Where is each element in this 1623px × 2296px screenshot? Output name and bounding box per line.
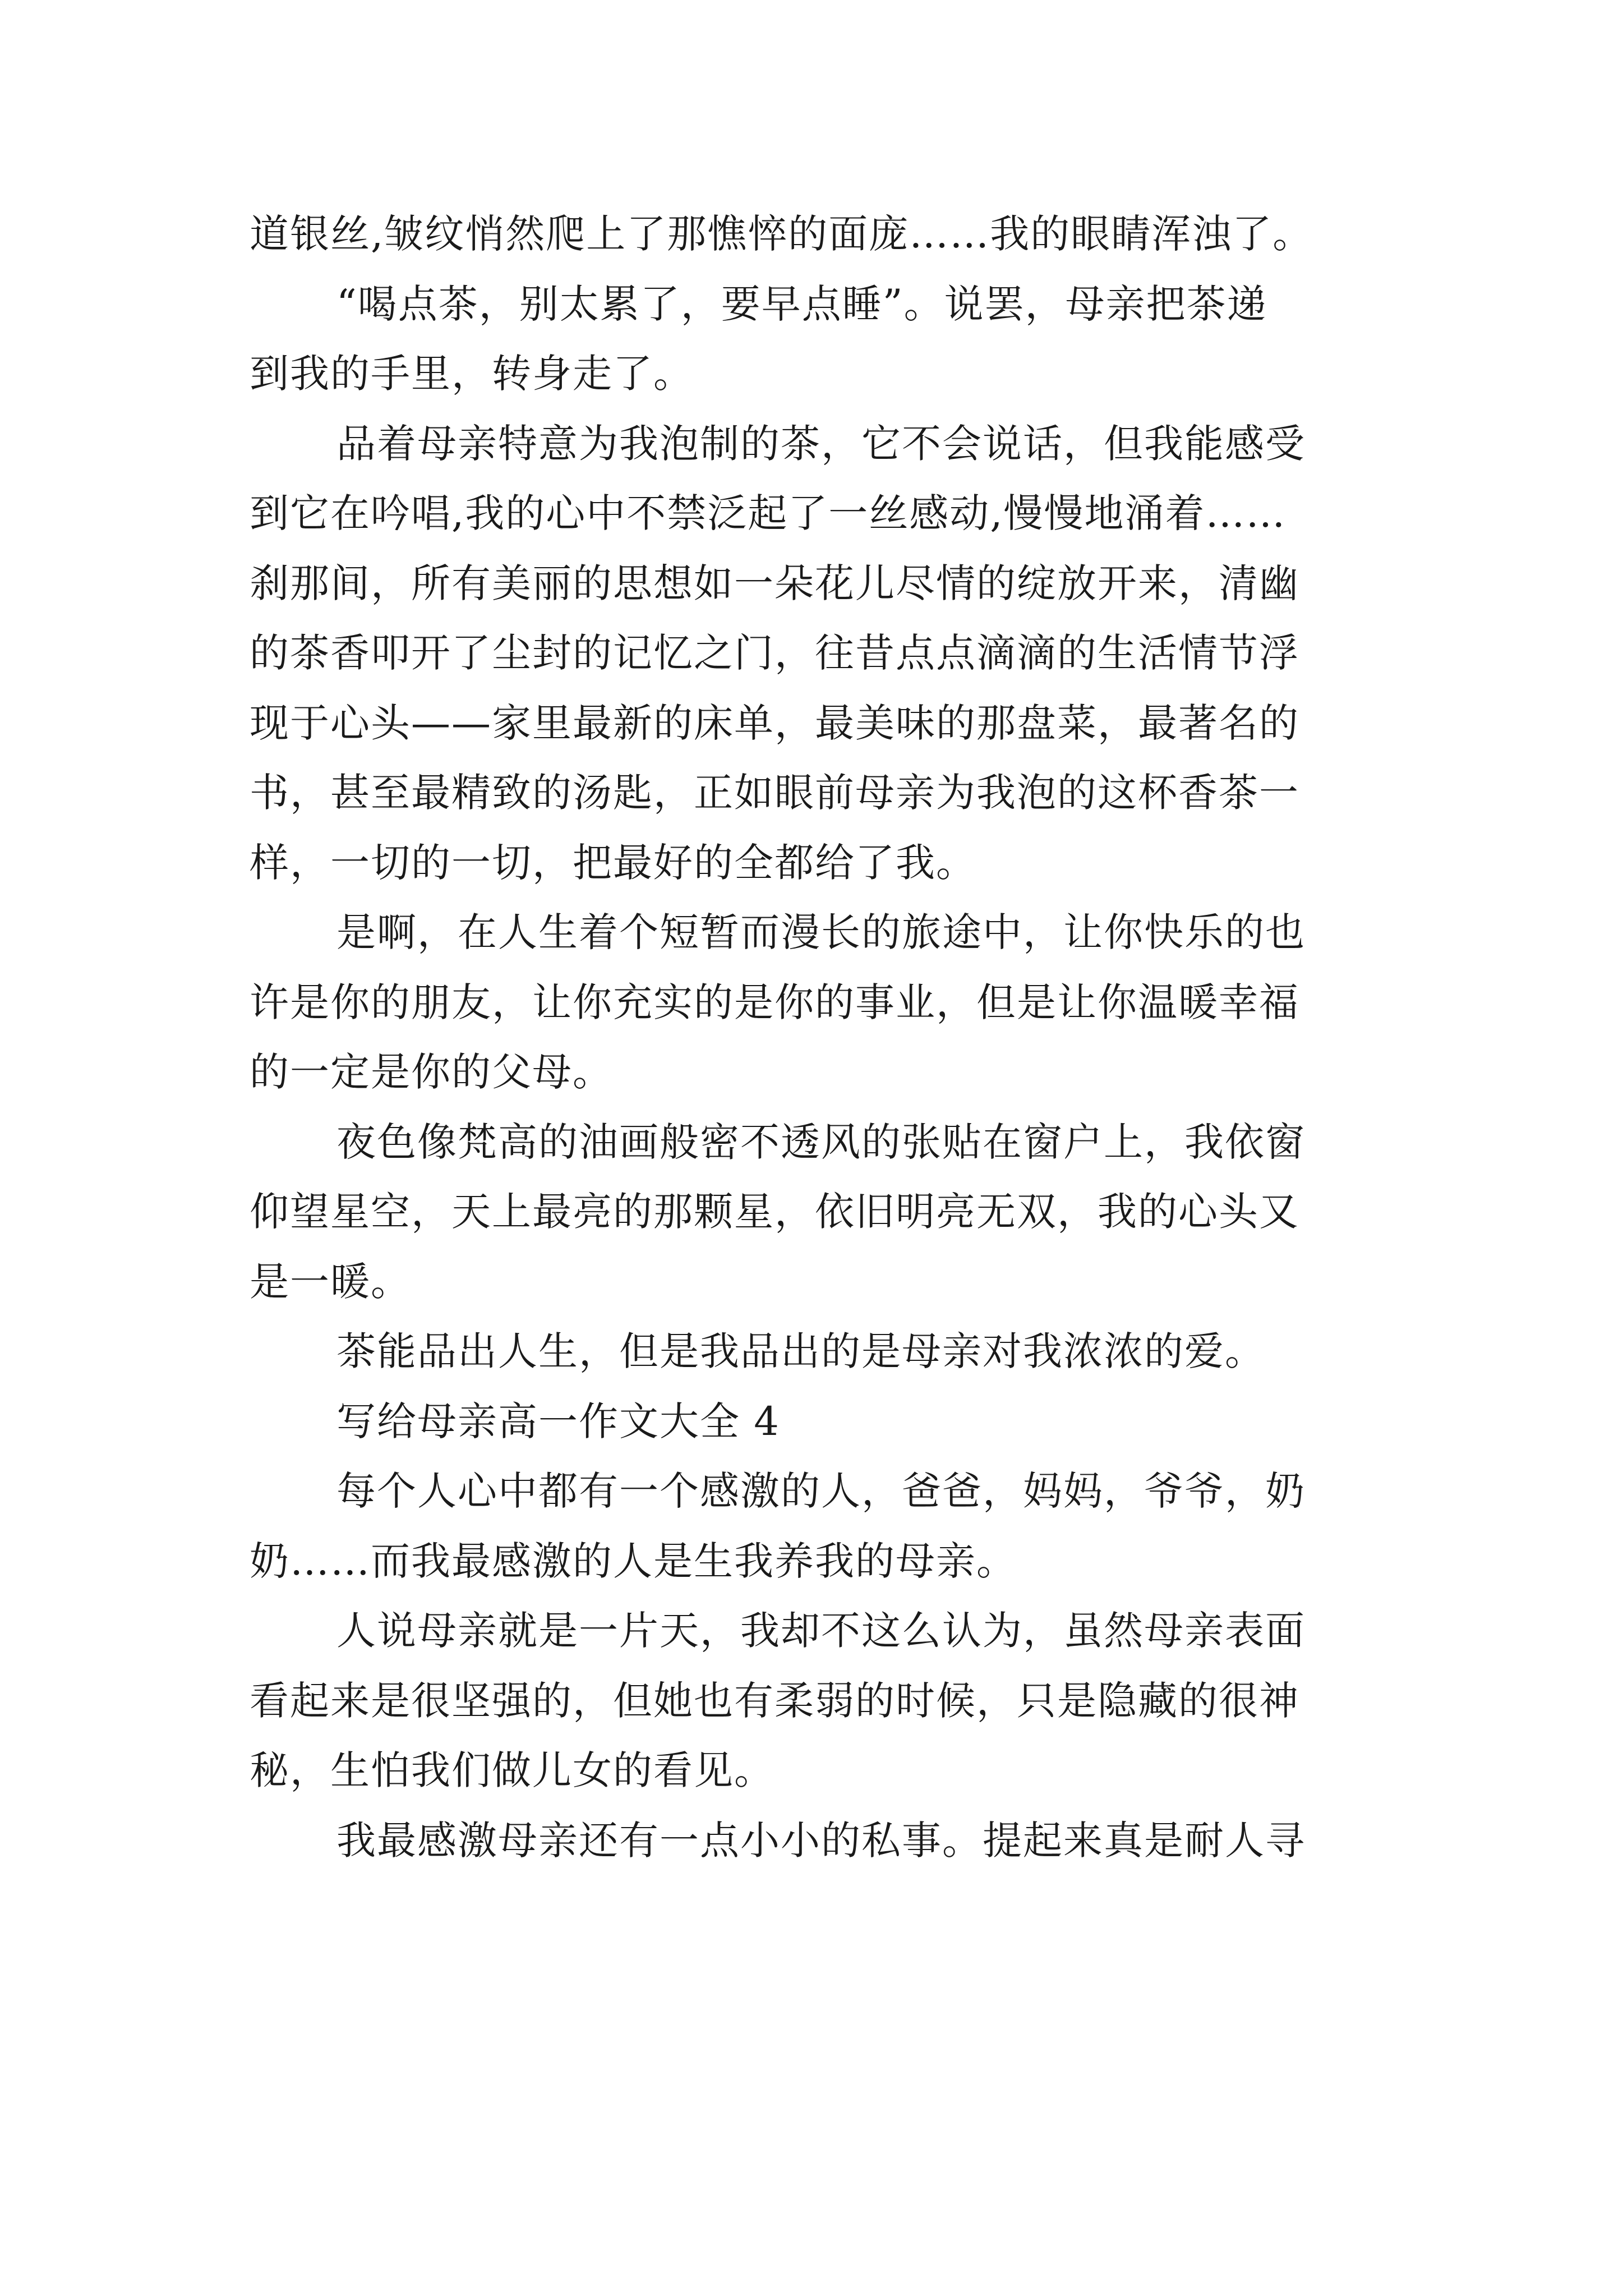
text-line: 现于心头——家里最新的床单，最美味的那盘菜，最著名的 (250, 700, 1299, 746)
text-line: 每个人心中都有一个感激的人，爸爸，妈妈，爷爷，奶 (336, 1468, 1306, 1514)
text-line: 看起来是很坚强的，但她也有柔弱的时候，只是隐藏的很神 (250, 1677, 1299, 1724)
text-line: 我最感激母亲还有一点小小的私事。提起来真是耐人寻 (336, 1817, 1306, 1864)
text-line: 是啊，在人生着个短暂而漫长的旅途中，让你快乐的也 (336, 909, 1306, 955)
text-line: 品着母亲特意为我泡制的茶，它不会说话，但我能感受 (336, 420, 1306, 467)
text-line: 道银丝,皱纹悄然爬上了那憔悴的面庞……我的眼睛浑浊了。 (250, 211, 1313, 257)
text-line: 秘，生怕我们做儿女的看见。 (250, 1747, 774, 1793)
text-line: 仰望星空，天上最亮的那颗星，依旧明亮无双，我的心头又 (250, 1189, 1299, 1235)
body-text (250, 199, 1399, 1875)
text-line: 样，一切的一切，把最好的全都给了我。 (250, 839, 976, 886)
text-line: 到它在吟唱,我的心中不禁泛起了一丝感动,慢慢地涌着…… (250, 490, 1287, 536)
text-line: 人说母亲就是一片天，我却不这么认为，虽然母亲表面 (336, 1608, 1306, 1654)
text-line: 刹那间，所有美丽的思想如一朵花儿尽情的绽放开来，清幽 (250, 560, 1299, 606)
section-heading: 写给母亲高一作文大全 4 (336, 1398, 780, 1444)
text-line: 到我的手里，转身走了。 (250, 351, 694, 397)
text-line: 茶能品出人生，但是我品出的是母亲对我浓浓的爱。 (336, 1328, 1265, 1374)
text-line: 书，甚至最精致的汤匙，正如眼前母亲为我泡的这杯香茶一 (250, 770, 1299, 816)
text-line: 是一暖。 (250, 1258, 411, 1305)
text-line: 的茶香叩开了尘封的记忆之门，往昔点点滴滴的生活情节浮 (250, 630, 1299, 676)
text-line: 奶……而我最感激的人是生我养我的母亲。 (250, 1538, 1017, 1584)
text-line: 许是你的朋友，让你充实的是你的事业，但是让你温暖幸福 (250, 979, 1299, 1025)
text-line: 夜色像梵高的油画般密不透风的张贴在窗户上，我依窗 (336, 1119, 1306, 1165)
text-line: “喝点茶，别太累了，要早点睡”。说罢，母亲把茶递 (336, 280, 1267, 327)
text-line: 的一定是你的父母。 (250, 1049, 613, 1095)
